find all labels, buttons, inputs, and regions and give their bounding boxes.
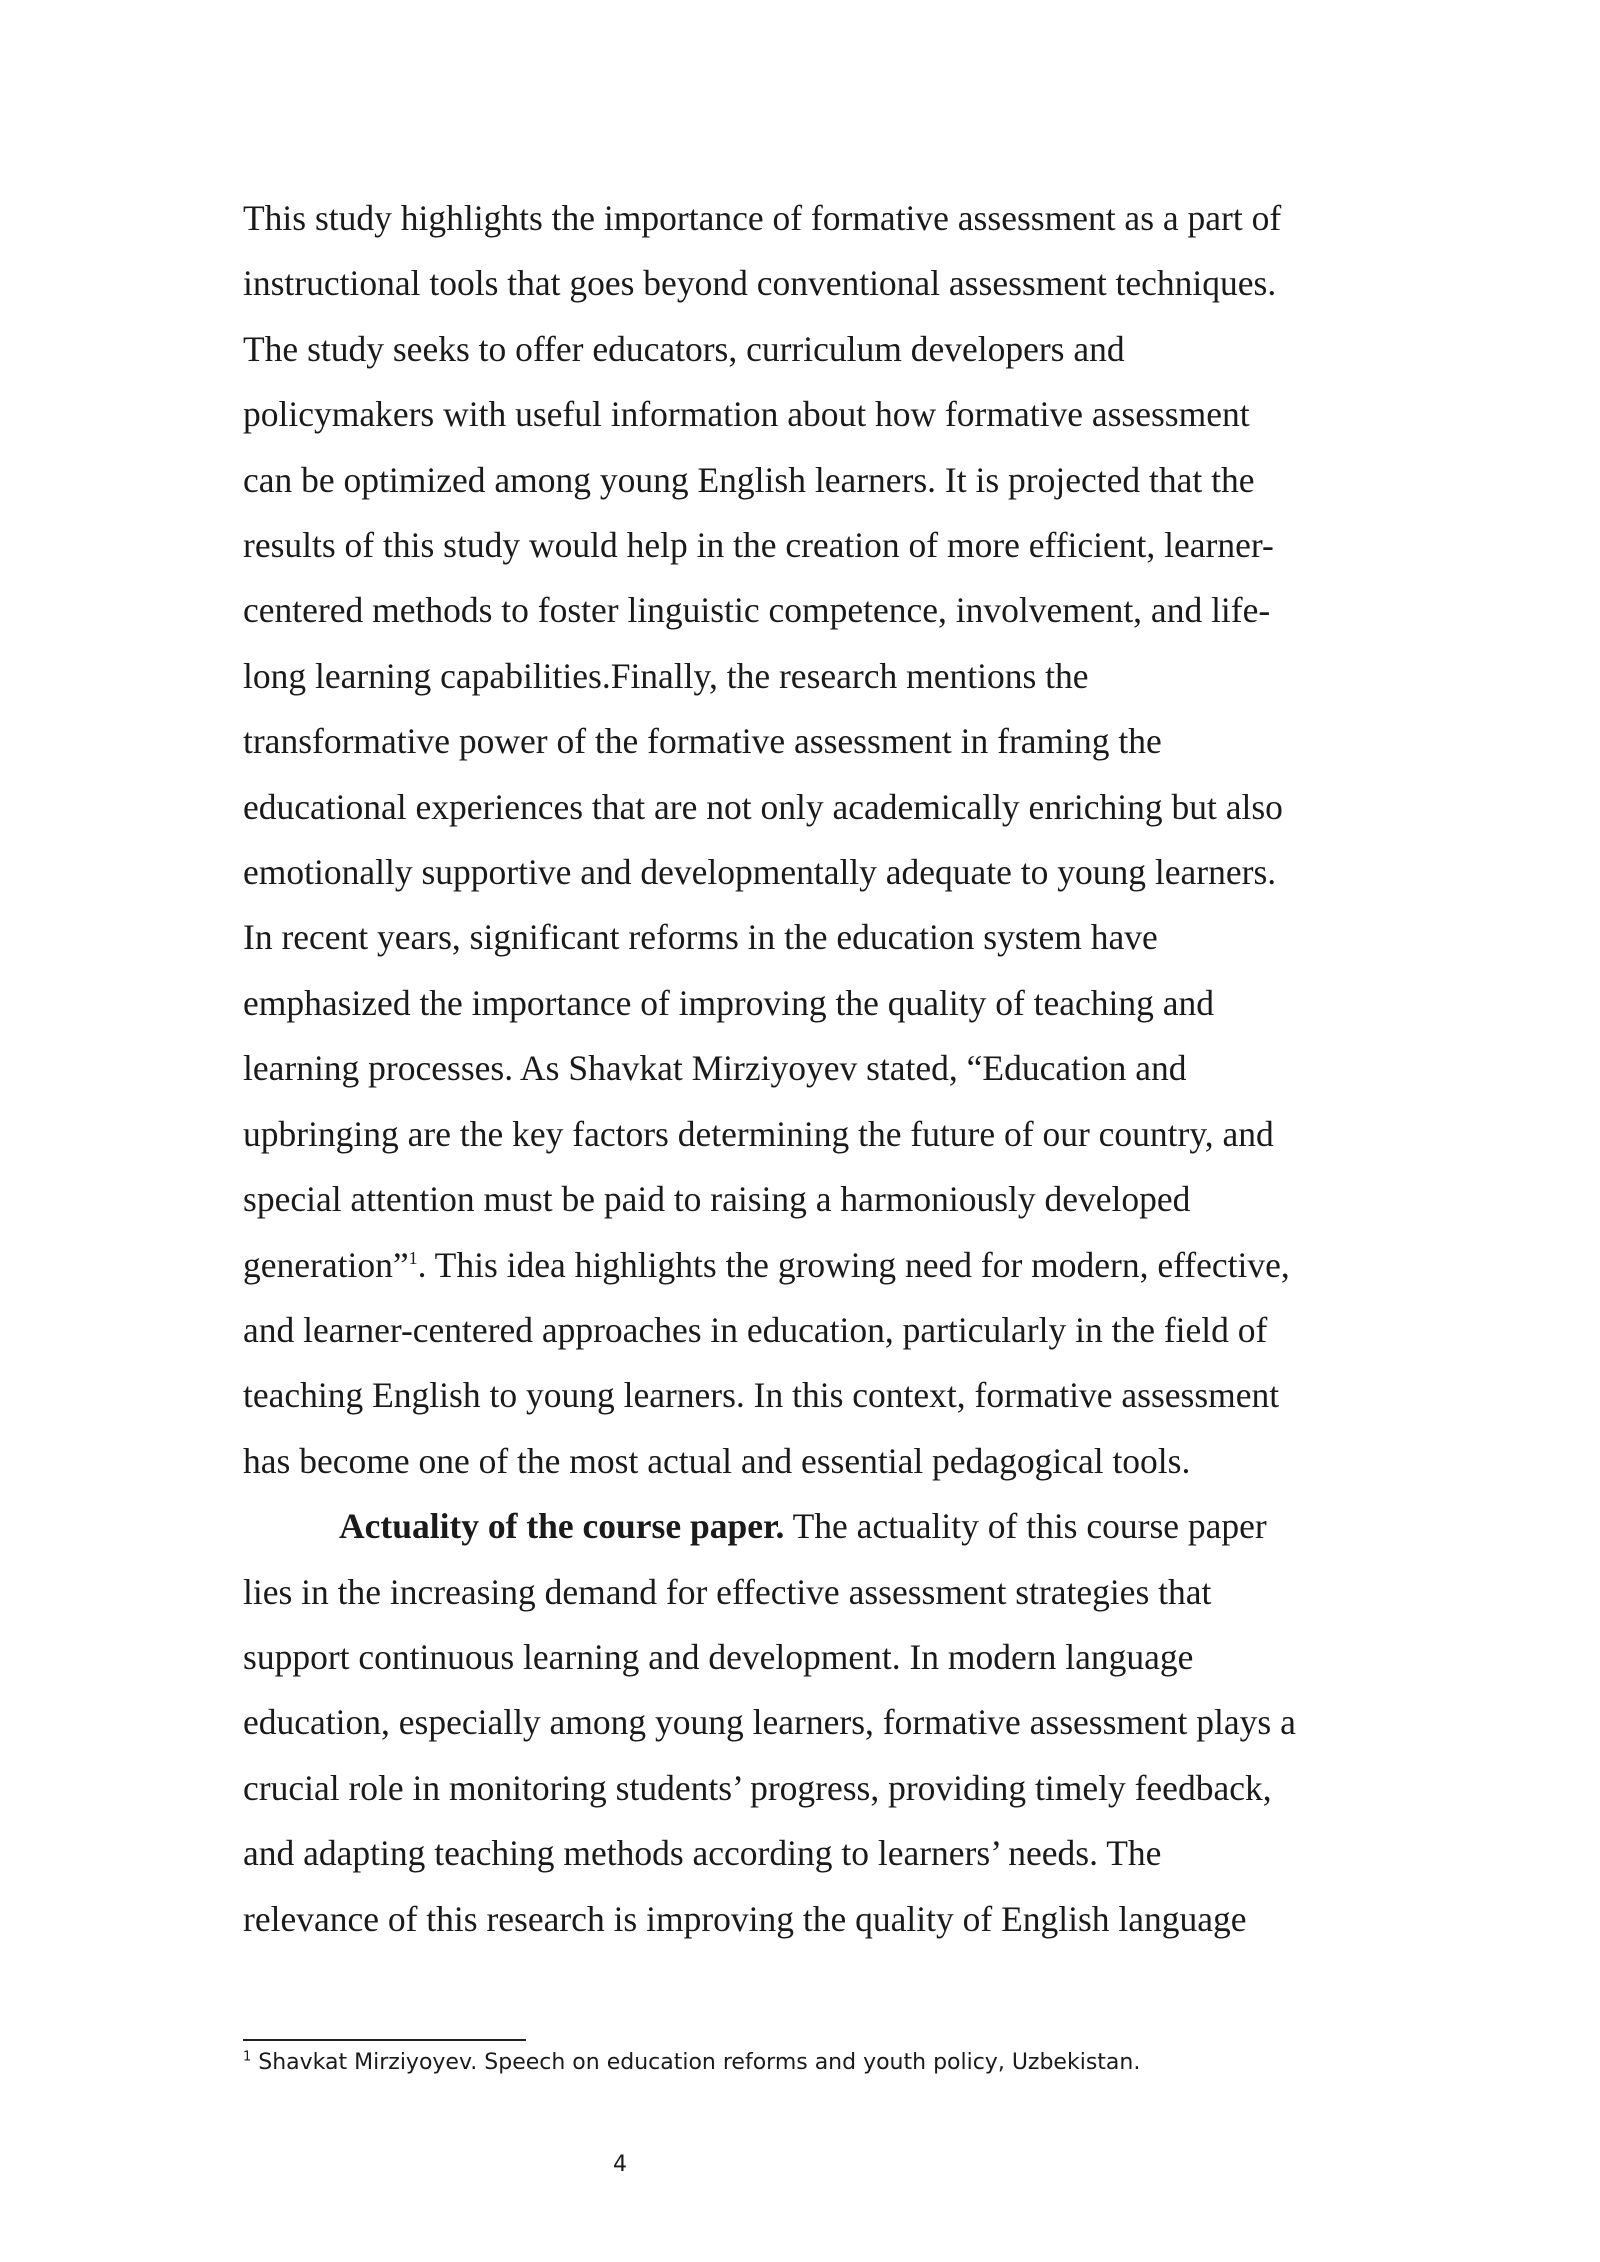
footnote-text: Shavkat Mirziyoyev. Speech on education reforms and youth policy, Uzbekistan. xyxy=(251,2050,1141,2075)
text-line: instructional tools that goes beyond conventional assessment techniques. xyxy=(243,263,1277,304)
text-line: crucial role in monitoring students’ progress, providing timely feedback, xyxy=(243,1767,1272,1808)
text-line: can be optimized among young English learners. It is projected that the xyxy=(243,459,1255,500)
text-line: The study seeks to offer educators, curriculum developers and xyxy=(243,328,1125,369)
heading-line-rest: The actuality of this course paper xyxy=(784,1506,1267,1547)
page-number: 4 xyxy=(613,2152,627,2177)
text-line: transformative power of the formative assessment in framing the xyxy=(243,721,1162,762)
text-line: educational experiences that are not only academically enriching but also xyxy=(243,786,1283,827)
text-line: relevance of this research is improving the quality of English language xyxy=(243,1898,1247,1939)
text-line: emotionally supportive and developmentally adequate to young learners. xyxy=(243,852,1277,893)
footnote xyxy=(243,2048,1140,2078)
footnote-reference[interactable]: 1 xyxy=(408,1247,418,1268)
text-line: results of this study would help in the creation of more efficient, learner- xyxy=(243,525,1274,566)
text-line: teaching English to young learners. In this context, formative assessment xyxy=(243,1375,1280,1416)
citation-line xyxy=(243,1233,1363,1298)
citation-text-before: generation” xyxy=(243,1244,409,1285)
text-line: lies in the increasing demand for effective assessment strategies that xyxy=(243,1571,1212,1612)
section-heading: Actuality of the course paper. xyxy=(339,1506,785,1547)
footnote-marker: 1 xyxy=(243,2049,252,2065)
text-line: In recent years, significant reforms in the education system have xyxy=(243,917,1158,958)
body-text xyxy=(243,186,1363,1952)
text-line: special attention must be paid to raising a harmoniously developed xyxy=(243,1179,1191,1220)
text-line: support continuous learning and development. In modern language xyxy=(243,1636,1194,1677)
text-line: upbringing are the key factors determining the future of our country, and xyxy=(243,1113,1274,1154)
text-line: and adapting teaching methods according to learners’ needs. The xyxy=(243,1833,1162,1874)
text-line: education, especially among young learners, formative assessment plays a xyxy=(243,1702,1296,1743)
text-line: long learning capabilities.Finally, the research mentions the xyxy=(243,655,1089,696)
text-line: and learner-centered approaches in education, particularly in the field of xyxy=(243,1309,1268,1350)
text-line: learning processes. As Shavkat Mirziyoyev stated, “Education and xyxy=(243,1048,1187,1089)
text-line: emphasized the importance of improving the quality of teaching and xyxy=(243,982,1215,1023)
text-line: has become one of the most actual and essential pedagogical tools. xyxy=(243,1440,1191,1481)
footnote-separator xyxy=(243,2039,526,2041)
text-line: centered methods to foster linguistic competence, involvement, and life- xyxy=(243,590,1271,631)
paragraph-heading-line xyxy=(243,1494,1363,1559)
text-line: policymakers with useful information about how formative assessment xyxy=(243,394,1250,435)
citation-text-after: . This idea highlights the growing need for modern, effective, xyxy=(417,1244,1290,1285)
text-line: This study highlights the importance of formative assessment as a part of xyxy=(243,198,1282,238)
